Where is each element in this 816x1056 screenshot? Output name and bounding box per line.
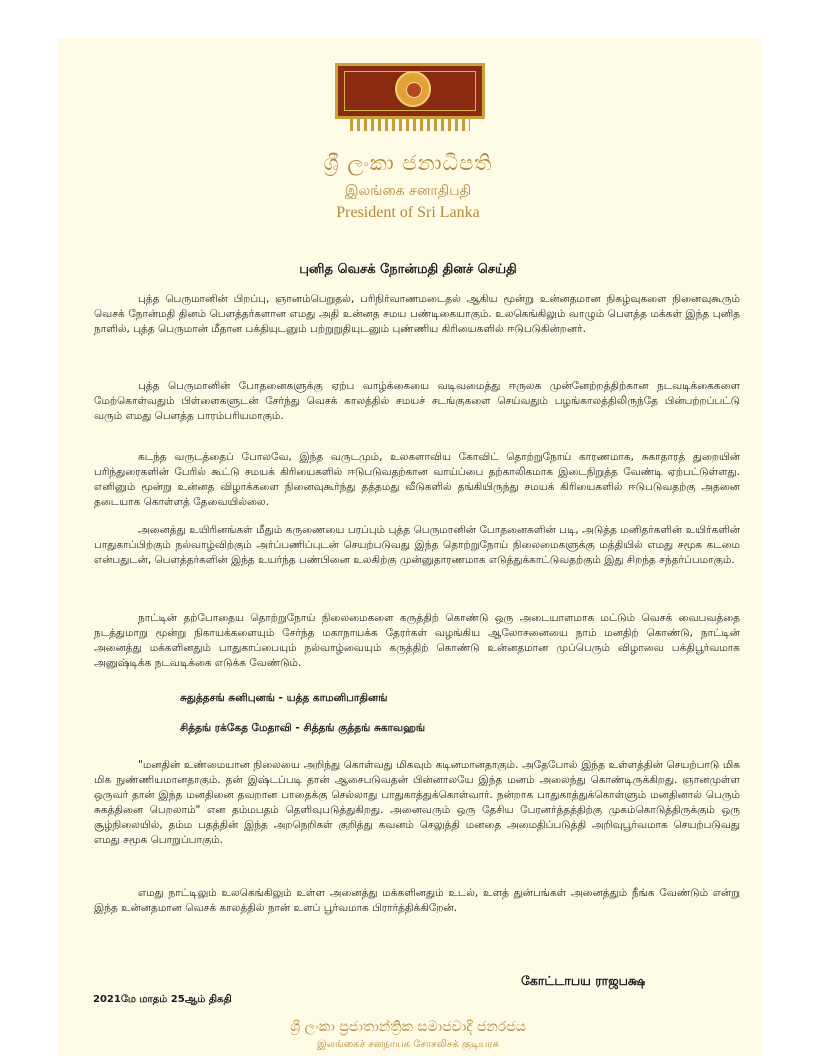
paragraph-1: புத்த பெருமானின் பிறப்பு, ஞானம்பெறுதல், பரிநிர்வாணமடைதல் ஆகிய மூன்று உன்னதமான நிகழ்வுகளை நினைவுகூரும் வெசக் நோன்மதி தினம் பௌத்தர்களான எமது அதி உன்னத சமய பண்டிகையாகும். உலகெங்கிலும் வாழும் பௌத்த மக்கள் இந்த புனித நாளில், புத்த பெருமான் மீதான பக்தியுடனும் பற்றுறுதியுடனும் புண்ணிய கிரியைகளில் ஈடுபடுகின்றனர். [94,293,740,335]
header-english: President of Sri Lanka [336,204,480,221]
verse-line-1: சுதுத்தசங் சுனிபுனங் - யத்த காமனிபாதினங் [180,692,388,704]
paragraph-3: கடந்த வருடத்தைப் போலவே, இந்த வருடமும், உலகளாவிய கோவிட் தொற்றுநோய் காரணமாக, சுகாதாரத் துறையின் பரிந்துரைகளின் பேரில் கூட்டு சமயக் கிரியைகளில் ஈடுபடுவதற்கான வாய்ப்பை தற்காலிகமாக இடைநிறுத்த வேண்டி ஏற்பட்டுள்ளது. எனினும் மூன்று உன்னத விழாக்களை நினைவுகூர்ந்து தத்தமது வீடுகளில் தங்கியிருந்து சமயக் கிரியைகளில் ஈடுபடுவதற்கு அதனை தடையாக கொள்ளத் தேவையில்லை. [94,451,740,508]
paragraph-5: நாட்டின் தற்போதைய தொற்றுநோய் நிலைமைகளை கருத்திற் கொண்டு ஒரு அடையாளமாக மட்டும் வெசக் வைபவத்தை நடத்துமாறு மூன்று நிகாயக்களையும் சேர்ந்த மகாநாயக்க தேரர்கள் வழங்கிய ஆலோசனையை நாம் மனதிற் கொண்டு, நாட்டின் அனைத்து மக்களினதும் பாதுகாப்பையும் நல்வாழ்வையும் கருத்திற் கொண்டு உன்னதமான முப்பெரும் விழாவை பக்திபூர்வமாக அனுஷ்டிக்க நடவடிக்கை எடுக்க வேண்டும். [94,612,740,669]
signature-name: கோட்டாபய ராஜபக்ஷ [521,973,646,988]
dharma-wheel-icon [395,71,431,107]
message-date: 2021மே மாதம் 25ஆம் திகதி [93,994,232,1005]
emblem-fringe [350,119,470,131]
paragraph-4: அனைத்து உயிரினங்கள் மீதும் கருணையை பரப்பும் புத்த பெருமானின் போதனைகளின் படி, அடுத்த மனிதர்களின் உயிர்களின் பாதுகாப்பிற்கும் நல்வாழ்விற்கும் அர்ப்பணிப்புடன் செயற்படுவது இந்த தொற்றுநோய் நிலைமைகளுக்கு மத்தியில் எமது சமூக கடமை என்பதுடன், பௌத்தர்களின் இந்த உயர்ந்த பண்பினை உலகிற்கு முன்னுதாரணமாக எடுத்துக்காட்டுவதற்கும் இது சிறந்த சந்தர்ப்பமாகும். [94,524,740,566]
message-title: புனித வெசக் நோன்மதி தினச் செய்தி [299,262,517,277]
paragraph-2: புத்த பெருமானின் போதனைகளுக்கு ஏற்ப வாழ்க்கையை வடிவமைத்து ஈருலக முன்னேற்றத்திற்கான நடவடிக்கைகளை மேற்கொள்வதும் பிள்ளைகளுடன் சேர்ந்து வெசக் காலத்தில் சமயச் சடங்குகளை செய்வதும் பழங்காலத்திலிருந்தே பின்பற்றப்பட்டு வரும் எமது பௌத்த பாரம்பரியமாகும். [94,380,740,422]
header-sinhala: ශ්‍රී ලංකා ජනාධිපති [323,151,493,175]
footer-sinhala: ශ්‍රී ලංකා ප්‍රජාතාන්ත්‍රික සමාජවාදී ජනරජය [290,1019,526,1035]
footer-tamil: இலங்கைச் சனநாயக சோசலிசக் குடியரசு [316,1039,500,1050]
paragraph-6: "மனதின் உண்மையான நிலையை அறிந்து கொள்வது மிகவும் கடினமானதாகும். அதேபோல் இந்த உள்ளத்தின் செயற்பாடு மிக மிக நுண்ணியமானதாகும். தன் இஷ்டப்படி தான் ஆசைபடுவதன் பின்னாலயே இந்த மனம் அலைந்து கொண்டிருக்கிறது. ஞானமுள்ள ஒருவர் தான் இந்த மனதினை தவறான பாதைக்கு செல்லாது பாதுகாத்துக்கொள்வார். நன்றாக பாதுகாத்துக்கொள்ளும் மனதினால் பெரும் சுகத்தினை பெறலாம்" என தம்மபதம் தெளிவுபடுத்துகிறது. அனைவரும் ஒரு தேசிய பேரனர்த்தத்திற்கு முகம்கொடுத்திருக்கும் ஒரு சூழ்நிலையில், தம்ம பதத்தின் இந்த அறநெறிகள் குறித்து கவனம் செலுத்தி மனதை அமைதிப்படுத்தி அறிவுபூர்வமாக செயற்படுவது எமது சமூக பொறுப்பாகும். [94,759,740,846]
header-tamil: இலங்கை சனாதிபதி [344,183,472,199]
verse-line-2: சித்தங் ரக்கேத மேதாவி - சித்தங் குத்தங் சுகாவஹங் [180,722,426,734]
presidential-emblem-icon [335,63,485,119]
paragraph-7: எமது நாட்டிலும் உலகெங்கிலும் உள்ள அனைத்து மக்களினதும் உடல், உளத் துன்பங்கள் அனைத்தும் நீங்க வேண்டும் என்று இந்த உன்னதமான வெசக் காலத்தில் நான் உளப் பூர்வமாக பிரார்த்திக்கிறேன். [94,887,740,914]
